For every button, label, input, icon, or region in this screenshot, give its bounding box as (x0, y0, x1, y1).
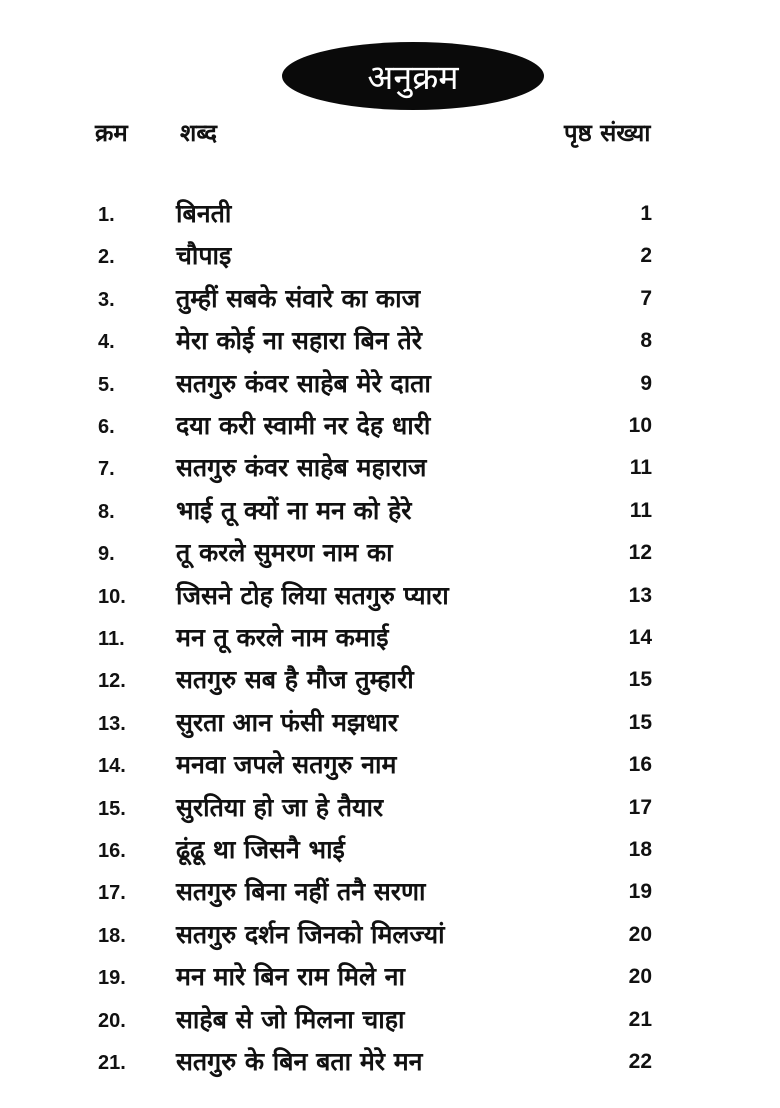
entry-number: 14. (98, 755, 126, 778)
entry-page: 20 (628, 922, 652, 946)
entry-number: 8. (98, 500, 115, 523)
contents-entry (0, 959, 780, 1001)
entry-page: 16 (628, 753, 652, 777)
entry-number: 1. (98, 204, 115, 226)
entry-number: 19. (98, 967, 126, 990)
contents-entry (0, 323, 780, 365)
entry-page: 8 (640, 329, 652, 353)
entry-title: तू करले सुमरण नाम का (176, 538, 393, 568)
contents-entry (0, 1002, 780, 1044)
contents-entry (0, 874, 780, 916)
entry-title: भाई तू क्यों ना मन को हेरे (176, 495, 412, 525)
entry-page: 1 (640, 202, 652, 225)
entry-page: 19 (628, 880, 652, 904)
contents-entry (0, 917, 780, 959)
entry-number: 13. (98, 712, 126, 735)
entry-page: 12 (628, 541, 652, 565)
entry-title: मेरा कोई ना सहारा बिन तेरे (176, 326, 422, 356)
page-title: अनुक्रम (367, 58, 459, 98)
entry-page: 15 (628, 668, 652, 692)
entry-title: सतगुरु बिना नहीं तनै सरणा (176, 877, 426, 907)
entry-title: सतगुरु कंवर साहेब महाराज (176, 453, 427, 483)
entry-number: 16. (98, 840, 126, 862)
entry-title: साहेब से जो मिलना चाहा (176, 1004, 405, 1034)
entry-number: 5. (98, 373, 115, 396)
entry-title: दया करी स्वामी नर देह धारी (176, 411, 431, 440)
contents-entry (0, 281, 780, 323)
entry-page: 2 (640, 244, 652, 268)
entry-number: 9. (98, 543, 115, 566)
entry-page: 15 (628, 710, 652, 734)
contents-entry (0, 366, 780, 408)
entry-title: सतगुरु सब है मौज तुम्हारी (176, 665, 414, 695)
contents-entry (0, 238, 780, 280)
entry-page: 10 (628, 414, 652, 437)
entry-number: 21. (98, 1052, 126, 1074)
entry-number: 7. (98, 458, 115, 481)
entry-page: 9 (640, 371, 652, 395)
header-page: पृष्ठ संख्या (564, 119, 651, 147)
entry-page: 21 (628, 1007, 652, 1031)
entry-page: 14 (628, 626, 652, 649)
contents-entry (0, 747, 780, 789)
contents-entry (0, 662, 780, 704)
entry-number: 2. (98, 246, 115, 269)
contents-entry (0, 620, 780, 662)
entry-page: 7 (640, 286, 652, 310)
entry-number: 17. (98, 882, 126, 905)
entry-page: 20 (628, 965, 652, 989)
entry-title: चौपाइ (176, 241, 232, 271)
entry-page: 18 (628, 838, 652, 861)
entry-number: 3. (98, 288, 115, 311)
entry-title: सतगुरु के बिन बता मेरे मन (176, 1047, 423, 1076)
contents-entry (0, 1044, 780, 1086)
contents-entry (0, 578, 780, 620)
entry-title: ढूंढू था जिसनै भाई (176, 835, 345, 864)
entry-page: 13 (628, 583, 652, 607)
title-banner (282, 42, 544, 110)
contents-entry (0, 790, 780, 832)
entry-page: 17 (628, 795, 652, 819)
entry-number: 18. (98, 924, 126, 947)
entry-number: 15. (98, 797, 126, 820)
entry-number: 12. (98, 670, 126, 693)
contents-entry (0, 832, 780, 874)
entry-title: मनवा जपले सतगुरु नाम (176, 750, 397, 780)
entry-number: 4. (98, 331, 115, 354)
entry-page: 22 (628, 1050, 652, 1073)
entry-title: सुरतिया हो जा हे तैयार (176, 792, 384, 822)
entry-title: बिनती (176, 199, 232, 228)
entry-title: मन मारे बिन राम मिले ना (176, 962, 405, 992)
header-word: शब्द (180, 119, 218, 147)
entry-page: 11 (629, 498, 652, 522)
entry-title: सतगुरु कंवर साहेब मेरे दाता (176, 368, 431, 398)
header-serial: क्रम (95, 119, 128, 147)
entry-title: सुरता आन फंसी मझधार (176, 707, 398, 737)
contents-entry (0, 705, 780, 747)
contents-entry (0, 196, 780, 238)
entry-title: तुम्हीं सबके संवारे का काज (176, 283, 421, 313)
contents-entry (0, 450, 780, 492)
contents-entry (0, 493, 780, 535)
entry-number: 10. (98, 585, 126, 608)
contents-entry (0, 535, 780, 577)
entry-title: सतगुरु दर्शन जिनको मिलज्यां (176, 919, 445, 949)
entry-title: जिसने टोह लिया सतगुरु प्यारा (176, 580, 449, 610)
entry-number: 6. (98, 416, 115, 438)
entry-page: 11 (629, 456, 652, 480)
entry-number: 11. (98, 628, 125, 650)
entry-number: 20. (98, 1009, 126, 1032)
entry-title: मन तू करले नाम कमाई (176, 623, 389, 652)
contents-entry (0, 408, 780, 450)
